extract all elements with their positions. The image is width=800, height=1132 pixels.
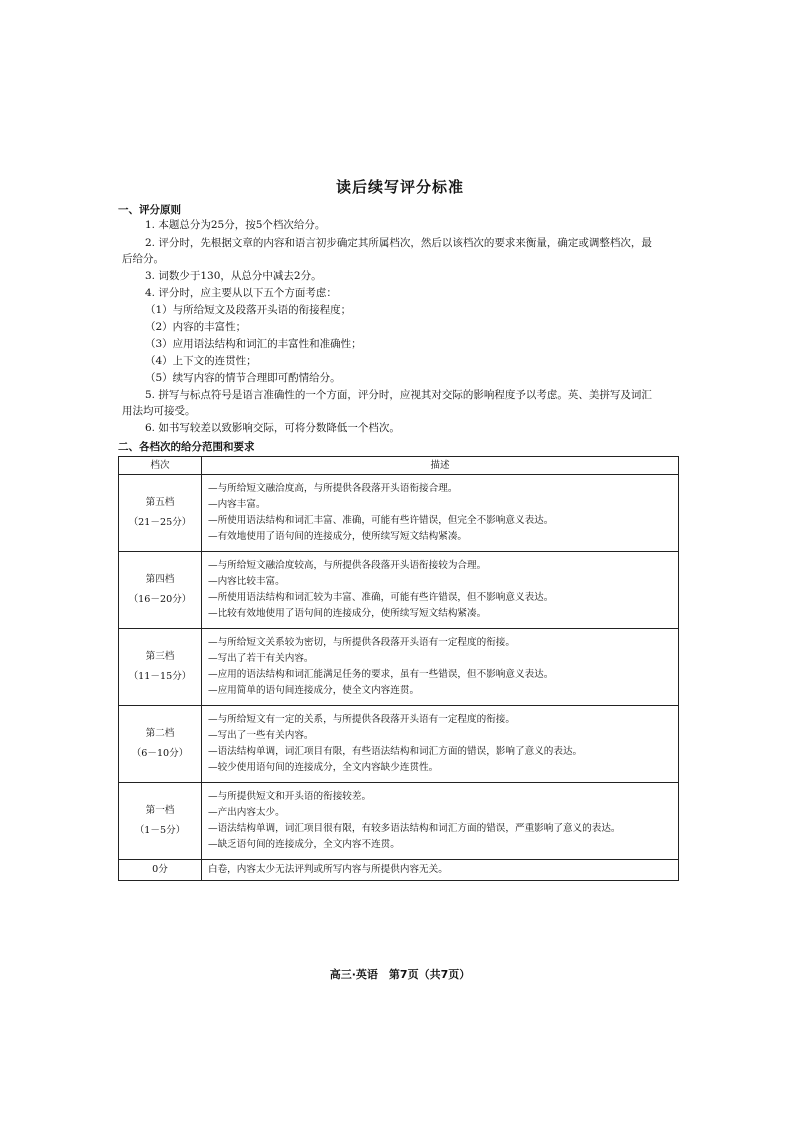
principle-2: 2. 评分时，先根据文章的内容和语言初步确定其所属档次，然后以该档次的要求来衡量，确定或调整档次，最 (145, 237, 652, 249)
principle-4-a: （1）与所给短文及段落开头语的衔接程度； (145, 304, 352, 316)
principle-5-cont: 用法均可接受。 (122, 405, 196, 417)
grade-name: 第四档 (145, 574, 175, 585)
principle-4: 4. 评分时，应主要从以下五个方面考虑： (145, 287, 337, 299)
section-heading-grades: 二、各档次的给分范围和要求 (118, 441, 255, 453)
page-title: 读后续写评分标准 (335, 178, 464, 196)
desc-line: —内容比较丰富。 (208, 576, 285, 587)
grade-name: 0分 (119, 860, 202, 881)
principle-4-d: （4）上下文的连贯性； (145, 355, 257, 367)
desc-line: —所使用语法结构和词汇较为丰富、准确，可能有些许错误，但不影响意义表达。 (208, 592, 554, 603)
desc-cell (202, 552, 679, 629)
grading-table (118, 456, 679, 881)
grade-range: （21－25分） (128, 517, 192, 528)
grade-range: （6－10分） (131, 748, 189, 759)
grade-range: （16－20分） (128, 594, 192, 605)
desc-line: —内容丰富。 (208, 499, 266, 510)
desc-line: —与所给短文融洽度高，与所提供各段落开头语衔接合理。 (208, 483, 458, 494)
grade-name: 第五档 (145, 497, 175, 508)
desc-cell (202, 706, 679, 783)
table-row-grade-5 (119, 475, 679, 552)
col-header-desc: 描述 (202, 457, 679, 475)
desc-cell (202, 783, 679, 860)
grade-cell (119, 629, 202, 706)
desc-line: 白卷，内容太少无法评判或所写内容与所提供内容无关。 (202, 860, 679, 881)
principle-4-e: （5）续写内容的情节合理即可酌情给分。 (145, 372, 341, 384)
desc-line: —产出内容太少。 (208, 807, 285, 818)
principle-4-c: （3）应用语法结构和词汇的丰富性和准确性； (145, 338, 362, 350)
grade-range: （11－15分） (128, 671, 192, 682)
desc-line: —应用的语法结构和词汇能满足任务的要求，虽有一些错误，但不影响意义表达。 (208, 669, 554, 680)
grade-cell (119, 706, 202, 783)
grade-cell (119, 552, 202, 629)
section-heading-principles: 一、评分原则 (118, 204, 181, 216)
desc-line: —语法结构单调，词汇项目有限，有些语法结构和词汇方面的错误，影响了意义的表达。 (208, 746, 583, 757)
grade-range: （1－5分） (134, 825, 186, 836)
principle-2-cont: 后给分。 (122, 253, 164, 265)
principle-4-b: （2）内容的丰富性； (145, 321, 247, 333)
grade-name: 第二档 (145, 728, 175, 739)
desc-line: —语法结构单调，词汇项目很有限，有较多语法结构和词汇方面的错误，严重影响了意义的表达。 (208, 823, 621, 834)
desc-line: —与所给短文融洽度较高，与所提供各段落开头语衔接较为合理。 (208, 560, 487, 571)
table-row-grade-2 (119, 706, 679, 783)
desc-line: —写出了若干有关内容。 (208, 653, 314, 664)
desc-line: —与所给短文有一定的关系，与所提供各段落开头语有一定程度的衔接。 (208, 714, 515, 725)
desc-line: —有效地使用了语句间的连接成分，使所续写短文结构紧凑。 (208, 531, 468, 542)
desc-line: —应用简单的语句间连接成分，使全文内容连贯。 (208, 685, 420, 696)
desc-line: —比较有效地使用了语句间的连接成分，使所续写短文结构紧凑。 (208, 608, 487, 619)
desc-line: —较少使用语句间的连接成分，全文内容缺少连贯性。 (208, 762, 439, 773)
grade-cell (119, 783, 202, 860)
principle-1: 1. 本题总分为25分，按5个档次给分。 (145, 219, 326, 231)
principle-5: 5. 拼写与标点符号是语言准确性的一个方面，评分时，应视其对交际的影响程度予以考虑。英、美拼写及词汇 (145, 389, 652, 401)
grade-name: 第一档 (145, 805, 175, 816)
table-row-grade-1 (119, 783, 679, 860)
desc-cell (202, 629, 679, 706)
desc-line: —与所提供短文和开头语的衔接较差。 (208, 791, 372, 802)
page-footer: 高三·英语 第7页（共7页） (329, 968, 471, 981)
grade-cell (119, 475, 202, 552)
desc-line: —与所给短文关系较为密切，与所提供各段落开头语有一定程度的衔接。 (208, 637, 515, 648)
desc-line: —缺乏语句间的连接成分，全文内容不连贯。 (208, 839, 400, 850)
table-header-row (119, 457, 679, 475)
table-row-grade-0 (119, 860, 679, 881)
desc-line: —所使用语法结构和词汇丰富、准确，可能有些许错误，但完全不影响意义表达。 (208, 515, 554, 526)
desc-cell (202, 475, 679, 552)
table-row-grade-3 (119, 629, 679, 706)
col-header-grade: 档次 (119, 457, 202, 475)
principle-6: 6. 如书写较差以致影响交际，可将分数降低一个档次。 (145, 422, 400, 434)
desc-line: —写出了一些有关内容。 (208, 730, 314, 741)
principle-3: 3. 词数少于130，从总分中减去2分。 (145, 270, 322, 282)
table-row-grade-4 (119, 552, 679, 629)
grade-name: 第三档 (145, 651, 175, 662)
